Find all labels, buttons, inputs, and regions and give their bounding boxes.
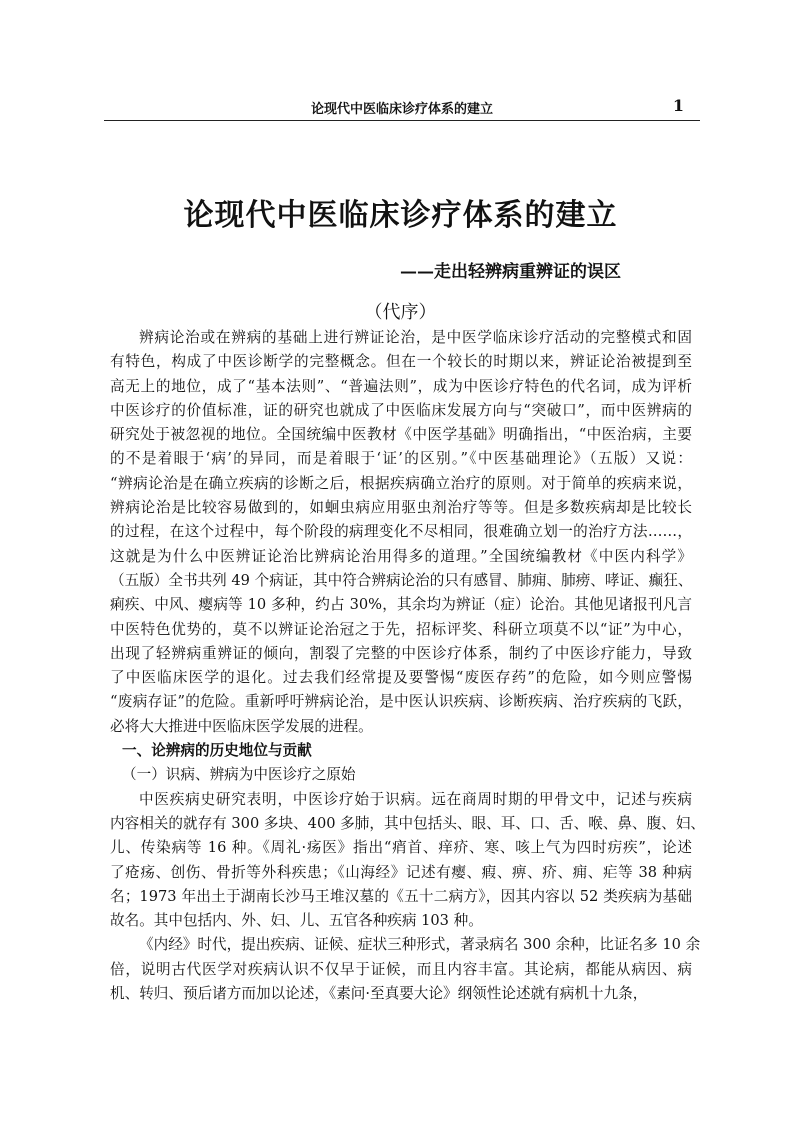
text-line: 的不是着眼于‘病’的异同，而是着眼于‘证’的区别。”《中医基础理论》（五版）又说： <box>110 450 692 468</box>
text-line: 了疮疡、创伤、骨折等外科疾患；《山海经》记述有瘿、瘕、痹、疥、痈、疟等 38 种病 <box>110 863 692 881</box>
text-line: 倍，说明古代医学对疾病认识不仅早于证候，而且内容丰富。其论病，都能从病因、病 <box>110 960 692 978</box>
text-line: 中医特色优势的，莫不以辨证论治冠之于先，招标评奖、科研立项莫不以“证”为中心， <box>110 620 692 638</box>
text-line: （五版）全书共列 49 个病证，其中符合辨病论治的只有感冒、肺痈、肺痨、哮证、癫狂、 <box>110 571 693 589</box>
text-line: 中医疾病史研究表明，中医诊疗始于识病。远在商周时期的甲骨文中，记述与疾病 <box>139 790 692 808</box>
page-number: 1 <box>672 96 684 115</box>
text-line: 儿、传染病等 16 种。《周礼·疡医》指出“痟首、痒疥、寒、咳上气为四时疠疾”，论述 <box>110 839 692 857</box>
running-header <box>104 96 700 121</box>
text-line: 故名。其中包括内、外、妇、儿、五官各种疾病 103 种。 <box>110 912 483 930</box>
text-line: “辨病论治是在确立疾病的诊断之后，根据疾病确立治疗的原则。对于简单的疾病来说， <box>110 474 692 492</box>
running-title: 论现代中医临床诊疗体系的建立 <box>310 102 493 117</box>
article-subtitle: ——走出轻辨病重辨证的误区 <box>400 262 621 282</box>
article-title: 论现代中医临床诊疗体系的建立 <box>183 198 618 233</box>
text-line: 内容相关的就存有 300 多块、400 多肺，其中包括头、眼、耳、口、舌、喉、鼻、腹、妇、 <box>110 814 706 832</box>
text-line: 《内经》时代，提出疾病、证候、症状三种形式，著录病名 300 余种，比证名多 10 余 <box>139 936 701 954</box>
text-line: “废病存证”的危险。重新呼吁辨病论治，是中医认识疾病、诊断疾病、治疗疾病的飞跃， <box>110 693 692 711</box>
text-line: 辨病论治是比较容易做到的，如蛔虫病应用驱虫剂治疗等等。但是多数疾病却是比较长 <box>110 499 692 517</box>
text-line: 中医诊疗的价值标准，证的研究也就成了中医临床发展方向与“突破口”，而中医辨病的 <box>110 401 692 419</box>
text-line: 名；1973 年出土于湖南长沙马王堆汉墓的《五十二病方》，因其内容以 52 类疾病为基础 <box>110 887 692 905</box>
text-line: 研究处于被忽视的地位。全国统编中医教材《中医学基础》明确指出，“中医治病，主要 <box>110 426 692 444</box>
text-line: 必将大大推进中医临床医学发展的进程。 <box>110 717 373 735</box>
text-line: 这就是为什么中医辨证论治比辨病论治用得多的道理。”全国统编教材《中医内科学》 <box>110 547 692 565</box>
text-line: 了中医临床医学的退化。过去我们经常提及要警惕“废医存药”的危险，如今则应警惕 <box>110 669 692 687</box>
text-line: 机、转归、预后诸方而加以论述，《素问·至真要大论》纲领性论述就有病机十九条， <box>110 985 648 1003</box>
preface-label: （代序） <box>364 302 437 323</box>
text-line: 出现了轻辨病重辨证的倾向，割裂了完整的中医诊疗体系，制约了中医诊疗能力，导致 <box>110 644 692 662</box>
text-line: 有特色，构成了中医诊断学的完整概念。但在一个较长的时期以来，辨证论治被提到至 <box>110 353 692 371</box>
subsection-heading: （一）识病、辨病为中医诊疗之原始 <box>122 766 356 784</box>
text-line: 辨病论治或在辨病的基础上进行辨证论治，是中医学临床诊疗活动的完整模式和固 <box>139 329 692 346</box>
text-line: 痢疾、中风、瘿病等 10 多种，约占 30%，其余均为辨证（症）论治。其他见诸报刊凡言 <box>110 596 692 614</box>
text-line: 高无上的地位，成了“基本法则”、“普遍法则”，成为中医诊疗特色的代名词，成为评析 <box>110 377 692 395</box>
text-line: 的过程，在这个过程中，每个阶段的病理变化不尽相同，很难确立划一的治疗方法……， <box>110 523 692 541</box>
section-heading: 一、论辨病的历史地位与贡献 <box>122 742 312 760</box>
article-body <box>110 326 706 1006</box>
